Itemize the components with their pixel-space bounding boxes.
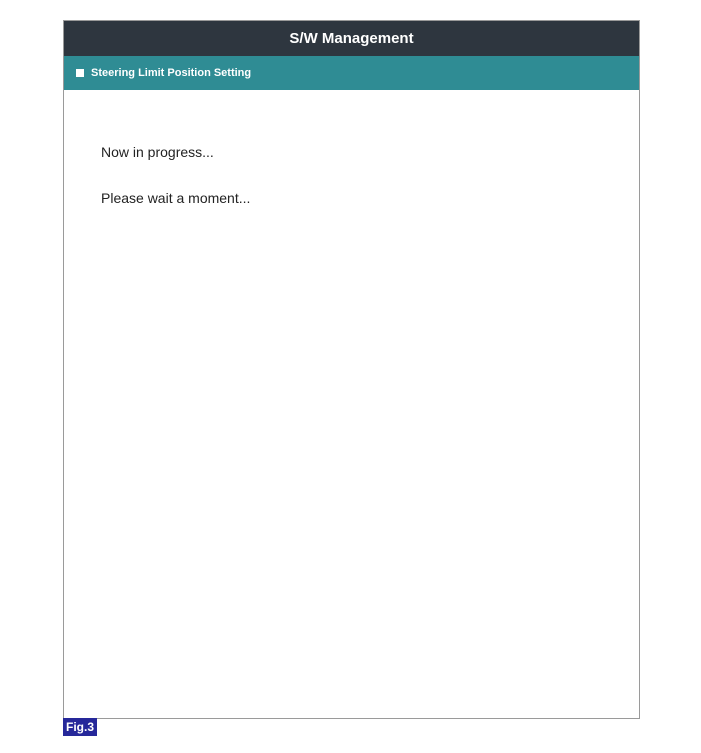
square-bullet-icon [76,69,84,77]
section-title: Steering Limit Position Setting [91,67,252,79]
status-panel [64,90,639,206]
figure-label: Fig.3 [63,718,97,736]
title-bar [64,21,639,56]
window-title: S/W Management [289,30,414,47]
progress-message: Now in progress... [101,144,214,160]
wait-message: Please wait a moment... [101,190,251,206]
app-window [63,20,640,719]
section-header [64,56,639,90]
